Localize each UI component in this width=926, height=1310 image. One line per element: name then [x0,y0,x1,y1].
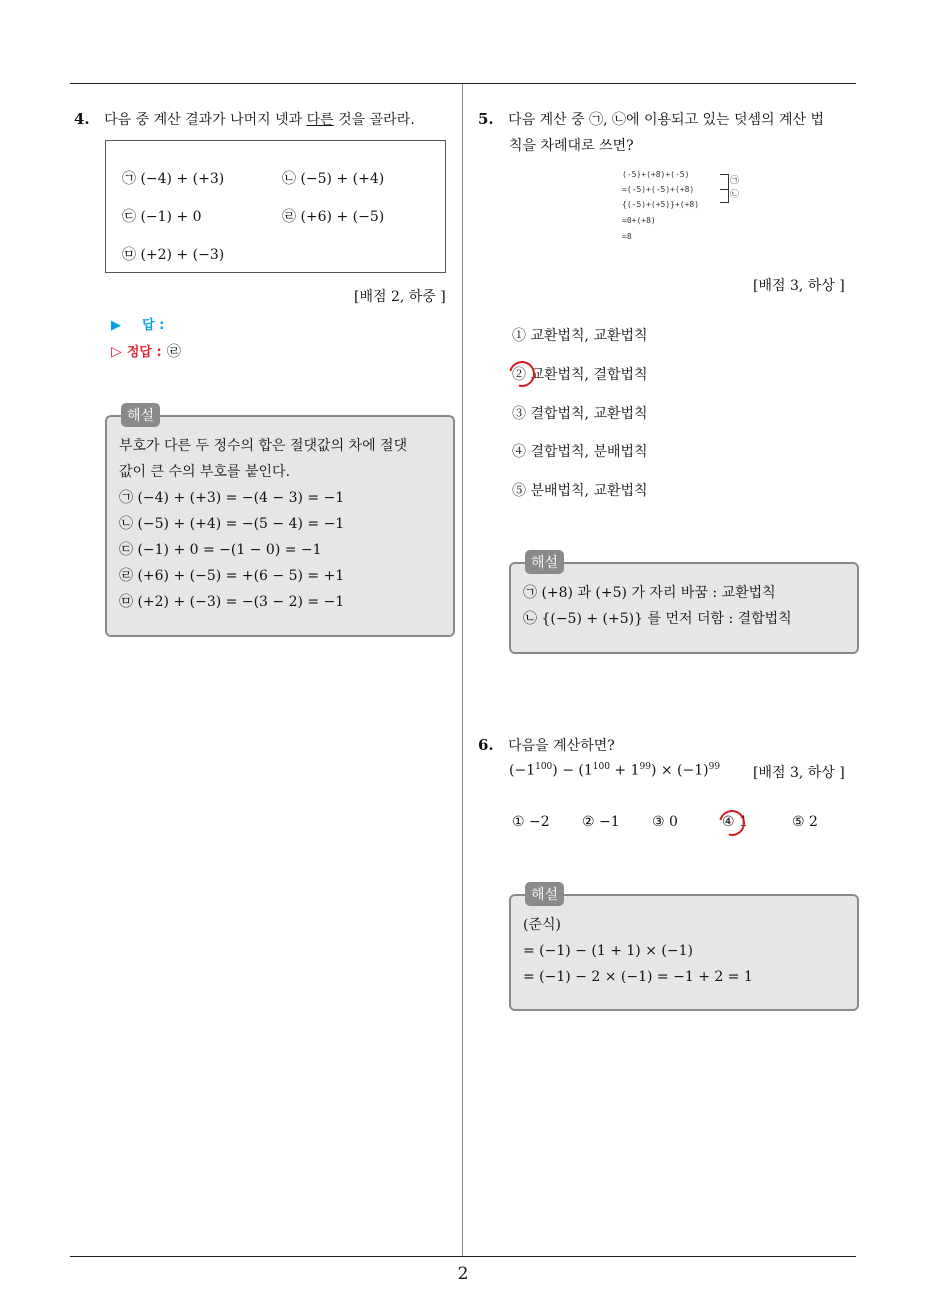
q4-expl-line-6: ㉣ (+6) + (−5) = +(6 − 5) = +1 [119,568,345,584]
q6-expr-d: ) × (−1) [650,762,709,779]
q5-explanation-tag: 해설 [525,550,564,574]
q6-expr-b: ) − (1 [552,762,593,779]
q6-explanation-tag: 해설 [525,882,564,906]
q5-score: [배점 3, 하상 ] [753,278,845,294]
q5-choice-1[interactable]: ① 교환법칙, 교환법칙 [512,328,648,344]
q6-choice-4[interactable]: ④ 1 [722,814,748,830]
q5-line-1 [478,106,858,133]
q6-score: [배점 3, 하상 ] [753,765,845,781]
q4-text-post: 것을 골라라. [333,112,415,128]
q4-choice-5: ㉤ (+2) + (−3) [122,247,225,263]
q4-correct-label: 정답 : [126,345,162,360]
q4-expl-line-4: ㉡ (−5) + (+4) = −(5 − 4) = −1 [119,516,345,532]
q5-fig-line-1: (-5)+(+8)+(-5) [622,170,690,179]
q6-number: 6. [478,736,494,754]
q4-choice-1: ㉠ (−4) + (+3) [122,171,225,187]
q4-choice-4: ㉣ (+6) + (−5) [282,209,385,225]
q5-fig-marker-1: ㉠ [730,176,740,186]
q6-expr-b-sup: 100 [592,762,610,772]
q5-fig-line-4: =0+(+8) [622,216,656,225]
q4-explanation-box [105,408,455,637]
q4-explanation-tag: 해설 [121,403,160,427]
q4-expl-line-1: 부호가 다른 두 정수의 합은 절댓값의 차에 절댓 [119,438,408,454]
q4-header [74,106,454,133]
q6-choice-2[interactable]: ② −1 [582,814,620,830]
q6-expl-line-3: = (−1) − 2 × (−1) = −1 + 2 = 1 [523,969,753,985]
q5-fig-marker-2: ㉡ [730,190,740,200]
page-number: 2 [457,1264,469,1284]
q6-choice-5[interactable]: ⑤ 2 [792,814,818,830]
q5-fig-line-2: =(-5)+(-5)+(+8) [622,185,695,194]
q5-header [478,106,858,159]
q5-text-1: 다음 계산 중 ㉠, ㉡에 이용되고 있는 덧셈의 계산 법 [508,112,825,128]
q6-expl-line-2: = (−1) − (1 + 1) × (−1) [523,943,693,959]
q6-header [478,732,858,759]
q6-choice-3[interactable]: ③ 0 [652,814,678,830]
q4-expl-line-7: ㉤ (+2) + (−3) = −(3 − 2) = −1 [119,594,345,610]
q6-expr-a: (−1 [509,762,536,779]
q4-expl-line-3: ㉠ (−4) + (+3) = −(4 − 3) = −1 [119,490,345,506]
q5-fig-line-5: =8 [622,232,632,241]
q5-figure [622,168,752,253]
q5-choice-2[interactable]: ② 교환법칙, 결합법칙 [512,367,648,383]
q5-number: 5. [478,110,494,128]
q6-expr-a-sup: 100 [535,762,553,772]
q4-number: 4. [74,110,90,128]
q6-expr-c: + 1 [609,762,640,779]
top-rule [70,83,856,84]
q4-choices-box [105,140,446,273]
q5-choice-4[interactable]: ④ 결합법칙, 분배법칙 [512,444,648,460]
q5-expl-line-1: ㉠ (+8) 과 (+5) 가 자리 바꿈 : 교환법칙 [523,585,776,601]
q4-score: [배점 2, 하중 ] [354,289,446,305]
q4-correct-value: ㉣ [166,344,181,360]
q4-expl-line-2: 값이 큰 수의 부호를 붙인다. [119,464,291,480]
q4-text-pre: 다음 중 계산 결과가 나머지 넷과 [104,112,307,128]
q5-selected-circle-mark [504,356,540,392]
q4-correct-row [111,341,181,361]
q6-expression [509,762,720,779]
q6-expr-c-sup: 99 [639,762,651,772]
q5-text-2: 칙을 차례대로 쓰면? [509,138,634,154]
q5-choice-5[interactable]: ⑤ 분배법칙, 교환법칙 [512,483,648,499]
q4-choice-3: ㉢ (−1) + 0 [122,209,202,225]
q6-explanation-box [509,887,859,1011]
q4-answer-row [111,314,164,333]
q6-expr-d-sup: 99 [708,762,721,772]
q4-text-underlined: 다른 [306,112,334,128]
q5-choice-3[interactable]: ③ 결합법칙, 교환법칙 [512,406,648,422]
q6-selected-circle-mark [714,805,750,841]
q6-expl-line-1: (준식) [523,917,561,933]
q5-explanation-box [509,555,859,654]
q4-choice-2: ㉡ (−5) + (+4) [282,171,385,187]
q6-text: 다음을 계산하면? [508,738,615,754]
answer-arrow-icon: ▶ [111,318,121,333]
q5-fig-bracket-2 [720,188,729,203]
column-divider [462,84,463,1256]
bottom-rule [70,1256,856,1257]
q5-fig-line-3: {(-5)+(+5)}+(+8) [622,200,700,209]
q5-expl-line-2: ㉡ {(−5) + (+5)} 를 먼저 더함 : 결합법칙 [523,611,792,627]
q4-expl-line-5: ㉢ (−1) + 0 = −(1 − 0) = −1 [119,542,322,558]
correct-arrow-icon: ▷ [111,344,122,360]
q6-choice-1[interactable]: ① −2 [512,814,550,830]
q4-answer-label: 답 : [142,318,165,333]
